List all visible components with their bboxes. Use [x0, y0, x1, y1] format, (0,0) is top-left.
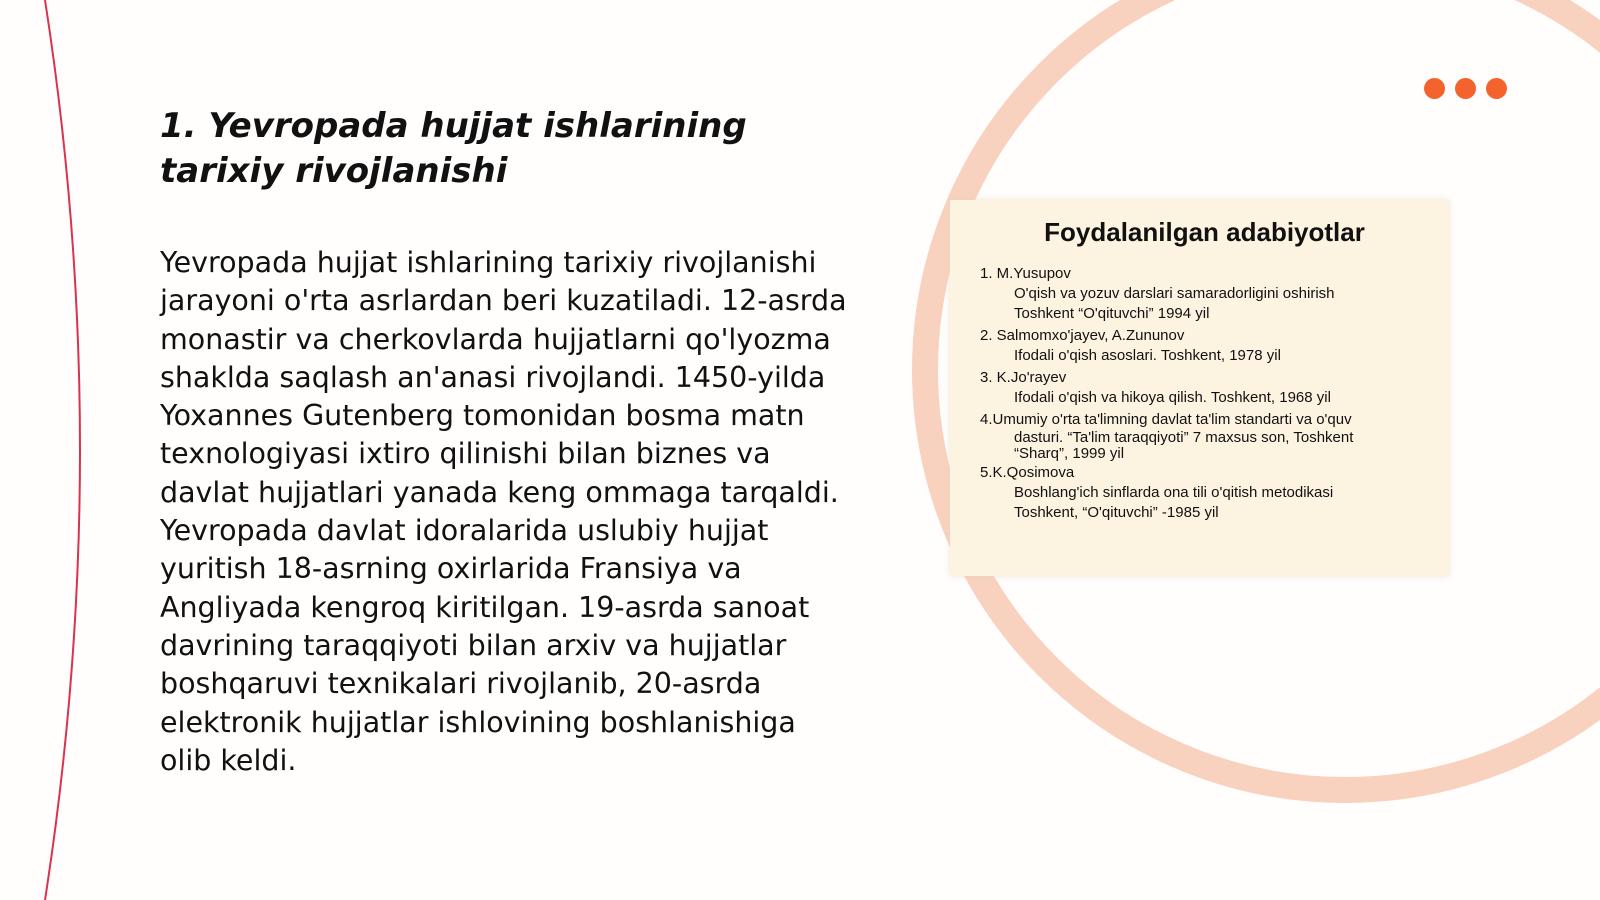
dot-1 — [1424, 78, 1445, 99]
reference-author: 3. K.Jo'rayev — [980, 369, 1067, 386]
dot-3 — [1486, 78, 1507, 99]
reference-item — [980, 410, 1429, 461]
reference-item — [980, 326, 1429, 366]
reference-item — [980, 368, 1429, 408]
reference-detail: dasturi. “Ta'lim taraqqiyoti” 7 maxsus son, Toshkent — [1014, 429, 1354, 446]
reference-author: 2. Salmomxo'jayev, A.Zununov — [980, 327, 1185, 344]
reference-author: 1. M.Yusupov — [980, 265, 1071, 282]
reference-detail: Toshkent “O'qituvchi” 1994 yil — [1014, 305, 1210, 322]
dot-2 — [1455, 78, 1476, 99]
slide-body-text: Yevropada hujjat ishlarining tarixiy rivojlanishi jarayoni o'rta asrlardan beri kuzatiladi. 12-asrda monastir va cherkovlarda hujjatlarni qo'lyozma shaklda saqlash an'anasi rivojlandi. 1450-yilda Yoxannes Gutenberg tomonidan bosma matn texnologiyasi ixtiro qilinishi bilan biznes va davlat hujjatlari yanada keng ommaga tarqaldi. Yevropada davlat idoralarida uslubiy hujjat yuritish 18-asrning oxirlarida Fransiya va Angliyada kengroq kiritilgan. 19-asrda sanoat davrining taraqqiyoti bilan arxiv va hujjatlar boshqaruvi texnikalari rivojlanib, 20-asrda elektronik hujjatlar ishlovining boshlanishiga olib keldi. — [160, 246, 847, 777]
reference-item — [980, 264, 1429, 324]
references-title: Foydalanilgan adabiyotlar — [1044, 217, 1365, 247]
reference-author: 5.K.Qosimova — [980, 464, 1075, 481]
left-arc-line — [45, 0, 80, 900]
reference-item — [980, 463, 1429, 523]
reference-detail: “Sharq”, 1999 yil — [1014, 444, 1125, 462]
reference-detail: Boshlang'ich sinflarda ona tili o'qitish metodikasi — [1014, 484, 1334, 501]
reference-detail: Ifodali o'qish va hikoya qilish. Toshkent, 1968 yil — [1014, 389, 1331, 406]
references-card — [950, 200, 1449, 576]
reference-detail: Toshkent, “O'qituvchi” -1985 yil — [1014, 504, 1219, 521]
reference-detail: O'qish va yozuv darslari samaradorligini oshirish — [1014, 285, 1335, 302]
reference-author: 4.Umumiy o'rta ta'limning davlat ta'lim standarti va o'quv — [980, 411, 1352, 428]
reference-detail: Ifodali o'qish asoslari. Toshkent, 1978 yil — [1014, 347, 1281, 364]
slide-title: 1. Yevropada hujjat ishlarining tarixiy rivojlanishi — [160, 106, 747, 191]
three-dots-icon[interactable] — [1424, 78, 1507, 99]
references-list — [980, 264, 1429, 523]
